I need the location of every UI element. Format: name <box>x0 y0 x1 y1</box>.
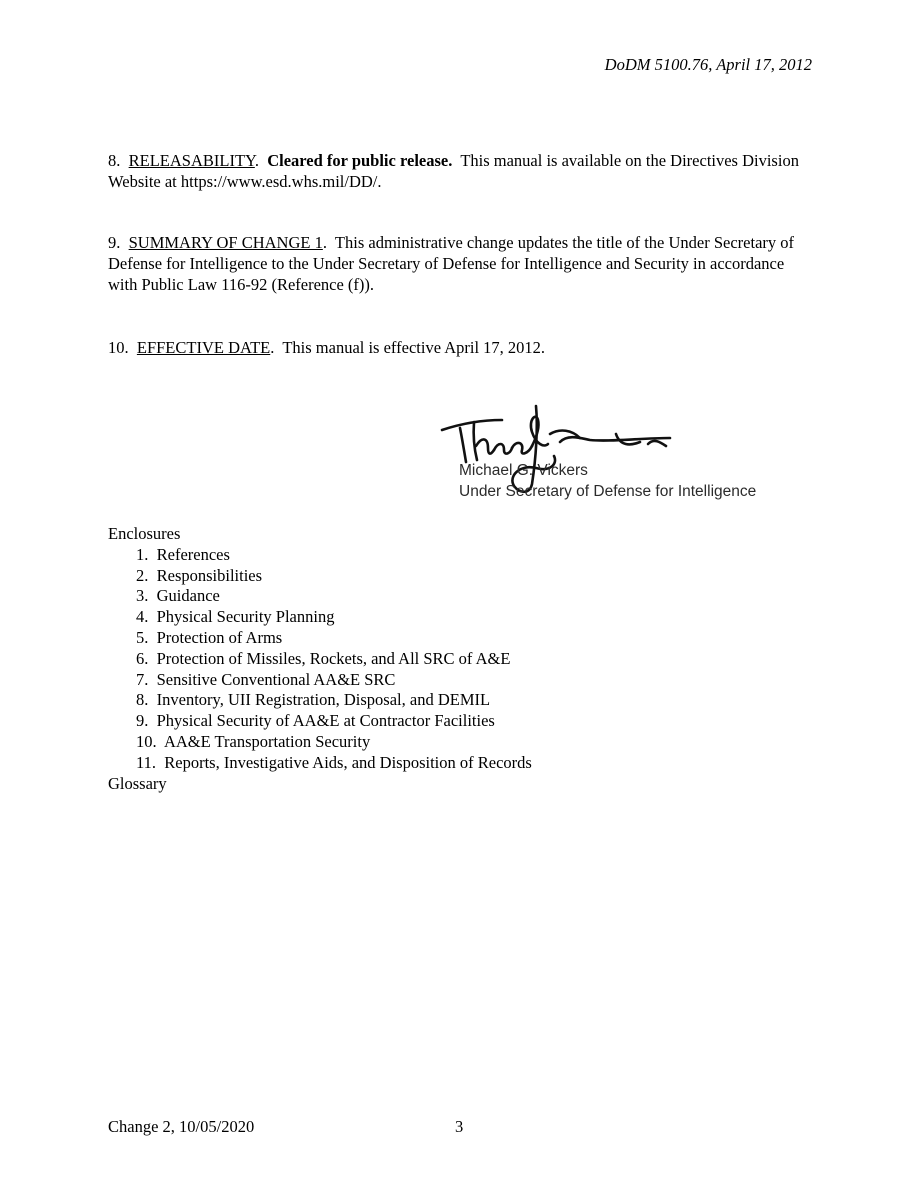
enclosure-label: AA&E Transportation Security <box>163 731 371 751</box>
paragraph-body: This manual is available on the Directives Division Website at https://www.esd.whs.mil/DD/. <box>108 151 799 191</box>
enclosure-label: Inventory, UII Registration, Disposal, and DEMIL <box>156 690 491 710</box>
signer-title: Under Secretary of Defense for Intelligence <box>459 483 757 500</box>
enclosure-label: Physical Security Planning <box>156 607 335 627</box>
enclosure-number: 2. <box>136 565 149 585</box>
enclosure-item <box>108 545 532 566</box>
enclosure-label: Physical Security of AA&E at Contractor Facilities <box>156 711 495 731</box>
enclosure-label: Guidance <box>156 586 220 606</box>
enclosures-section <box>108 524 532 794</box>
paragraph-body: This manual is effective April 17, 2012. <box>282 338 546 357</box>
signature-block <box>440 398 800 508</box>
enclosure-item <box>108 566 532 587</box>
enclosure-number: 8. <box>136 690 149 710</box>
paragraph-title: EFFECTIVE DATE <box>136 338 271 357</box>
enclosure-number: 6. <box>136 648 149 668</box>
enclosure-number: 5. <box>136 627 149 647</box>
enclosure-item <box>108 690 532 711</box>
paragraph-number: 8. <box>108 151 121 170</box>
paragraph-title: RELEASABILITY <box>128 151 255 170</box>
enclosure-item <box>108 732 532 753</box>
paragraph-number: 9. <box>108 233 121 252</box>
enclosure-label: Sensitive Conventional AA&E SRC <box>156 669 396 689</box>
enclosure-item <box>108 607 532 628</box>
enclosure-number: 4. <box>136 607 149 627</box>
signer-name: Michael G. Vickers <box>459 462 588 479</box>
enclosure-item <box>108 649 532 670</box>
paragraph-effective-date: 10. EFFECTIVE DATE. This manual is effective April 17, 2012. <box>108 338 546 357</box>
paragraph-title: SUMMARY OF CHANGE 1 <box>128 233 323 252</box>
enclosure-label: Responsibilities <box>156 565 263 585</box>
enclosure-number: 10. <box>136 731 157 751</box>
paragraph-bold-text: Cleared for public release. <box>267 151 453 170</box>
enclosure-item <box>108 670 532 691</box>
paragraph-number: 10. <box>108 338 129 357</box>
enclosure-item <box>108 628 532 649</box>
enclosure-label: Protection of Missiles, Rockets, and All SRC of A&E <box>156 648 511 668</box>
enclosures-list <box>108 545 532 774</box>
paragraph-body: This administrative change updates the title of the Under Secretary of Defense for Intelligence to the Under Secretary of Defense for Intelligence and Security in accordance with Public Law 116-92 (Reference (f)). <box>108 233 795 294</box>
footer-change-note: Change 2, 10/05/2020 <box>108 1117 255 1136</box>
enclosure-label: Reports, Investigative Aids, and Disposition of Records <box>164 752 532 772</box>
enclosure-item <box>108 586 532 607</box>
enclosure-number: 1. <box>136 544 149 564</box>
running-header: DoDM 5100.76, April 17, 2012 <box>604 55 812 74</box>
enclosure-label: References <box>156 544 230 564</box>
enclosure-number: 11. <box>136 752 157 772</box>
enclosure-label: Protection of Arms <box>156 627 283 647</box>
paragraph-summary-of-change: 9. SUMMARY OF CHANGE 1. This administrative change updates the title of the Under Secretary of Defense for Intelligence to the Under Secretary of Defense for Intelligence and Security in accordance with Public Law 116-92 (Reference (f)). <box>108 233 795 294</box>
enclosure-number: 3. <box>136 586 149 606</box>
enclosure-item <box>108 711 532 732</box>
enclosure-item <box>108 753 532 774</box>
enclosure-number: 7. <box>136 669 149 689</box>
paragraph-releasability: 8. RELEASABILITY. Cleared for public release. This manual is available on the Directives Division Website at https://www.esd.whs.mil/DD/. <box>108 151 799 191</box>
enclosures-heading: Enclosures <box>108 524 181 543</box>
page-number: 3 <box>455 1117 464 1136</box>
glossary-entry: Glossary <box>108 773 167 793</box>
enclosure-number: 9. <box>136 711 149 731</box>
